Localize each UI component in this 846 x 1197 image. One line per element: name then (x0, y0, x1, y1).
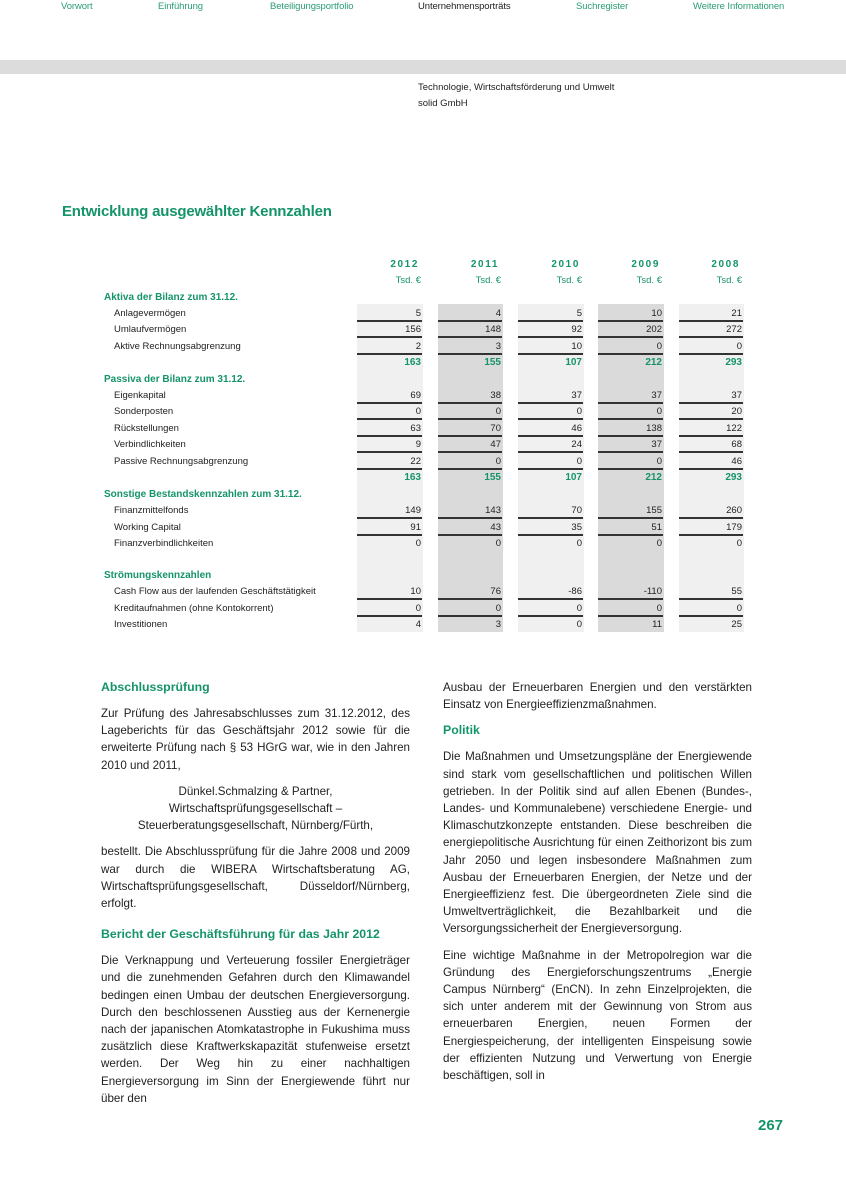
table-cell: 24 (571, 439, 582, 450)
total-cell: 293 (725, 357, 742, 368)
table-cell: 0 (736, 603, 742, 614)
row-divider (679, 468, 743, 470)
row-divider (357, 418, 422, 420)
row-divider (598, 435, 663, 437)
row-divider (357, 402, 422, 404)
total-cell: 163 (404, 472, 421, 483)
paragraph: Eine wichtige Maßnahme in der Metropolregion war die Gründung des Energieforschungszentrums „Energie Campus Nürnberg“ (EnCN). In zehn Einzelprojekten, die sich unter anderem mit der Gewinnung von Strom aus erneuerbaren Energien, neuen Formen der Energiespeicherung, der intelligenten Einspeisung sowie der effizienten Nutzung und Verwertung von Energie beschäftigen, soll in (443, 948, 752, 1083)
breadcrumb (418, 80, 614, 112)
total-cell: 293 (725, 472, 742, 483)
row-label: Verbindlichkeiten (114, 439, 186, 450)
row-divider (518, 468, 583, 470)
row-divider (518, 402, 583, 404)
table-cell: 0 (656, 341, 662, 352)
unit-label: Tsd. € (556, 275, 582, 286)
year-header: 2009 (631, 259, 660, 270)
row-divider (357, 615, 422, 617)
table-cell: 0 (576, 406, 582, 417)
row-divider (518, 353, 583, 355)
table-cell: -86 (568, 586, 582, 597)
table-cell: 10 (410, 586, 421, 597)
paragraph: Ausbau der Erneuerbaren Energien und den verstärkten Einsatz von Energieeffizienzmaßnahmen. (443, 681, 752, 712)
row-divider (598, 517, 663, 519)
table-cell: 0 (576, 619, 582, 630)
table-cell: 122 (726, 423, 742, 434)
paragraph: Die Maßnahmen und Umsetzungspläne der Energiewende sind stark vom gesellschaftlichen und politischen Willen getrieben. In der Politik sind auf allen Ebenen (Bundes-, Landes- und Kommunalebene) verschiedene Energie- und Klimaschutzkonzepte entstanden. Diese beschreiben die energiepolitische Ausrichtung für einen Zeithorizont bis zum Jahr 2050 und legen insbesondere Maßnahmen zum Ausbau der Erneuerbaren Energien, der Netze und der Energieeffizienz fest. Die übergeordneten Ziele sind die Umweltverträglichkeit, die Bezahlbarkeit und die Versorgungssicherheit der Energieversorgung. (443, 750, 752, 936)
table-cell: 9 (415, 439, 421, 450)
row-divider (438, 517, 502, 519)
row-label: Passive Rechnungsabgrenzung (114, 456, 249, 467)
heading-abschlusspruefung: Abschlussprüfung (101, 680, 210, 694)
row-divider (598, 336, 663, 338)
row-divider (518, 598, 583, 600)
heading-politik: Politik (443, 723, 480, 738)
row-divider (679, 534, 743, 536)
row-divider (679, 336, 743, 338)
table-cell: 43 (490, 522, 501, 533)
total-cell: 155 (484, 357, 501, 368)
unit-label: Tsd. € (395, 275, 421, 286)
row-label: Finanzverbindlichkeiten (114, 538, 214, 549)
row-divider (357, 517, 422, 519)
row-divider (438, 336, 502, 338)
table-cell: 143 (485, 505, 501, 516)
table-cell: 149 (405, 505, 421, 516)
table-cell: 46 (731, 456, 742, 467)
table-cell: 0 (656, 456, 662, 467)
table-cell: 4 (415, 619, 421, 630)
section-heading: Passiva der Bilanz zum 31.12. (104, 374, 246, 385)
table-cell: 260 (726, 505, 742, 516)
row-divider (679, 418, 743, 420)
row-divider (518, 418, 583, 420)
total-cell: 212 (645, 472, 662, 483)
row-divider (679, 435, 743, 437)
table-cell: 0 (576, 538, 582, 549)
row-divider (357, 435, 422, 437)
nav-vorwort[interactable]: Vorwort (61, 1, 93, 12)
year-header: 2011 (470, 259, 499, 270)
row-label: Working Capital (114, 522, 181, 533)
row-divider (357, 353, 422, 355)
paragraph: Die Verknappung und Verteuerung fossiler Energieträger und die zunehmenden Gefahren durch den Klimawandel bedingen einen Umbau der deutschen Energieversorgung. Durch den beschlossenen Ausstieg aus der Kernenergie nach der japanischen Atomkatastrophe in Fukushima muss zusätzlich diese Kraftwerkskapazität stufenweise ersetzt werden. Der Weg hin zu einer nachhaltigen Energieversorgung im Sinn der Energiewende führt nur über den (101, 954, 410, 1105)
row-divider (518, 336, 583, 338)
table-cell: 155 (646, 505, 662, 516)
section-heading: Sonstige Bestandskennzahlen zum 31.12. (104, 489, 302, 500)
nav-unternehmensportraets[interactable]: Unternehmensporträts (418, 1, 511, 12)
table-cell: 0 (736, 538, 742, 549)
table-cell: 69 (410, 390, 421, 401)
table-cell: 0 (656, 406, 662, 417)
table-cell: 272 (726, 324, 742, 335)
row-divider (598, 615, 663, 617)
table-cell: 10 (651, 308, 662, 319)
table-cell: 0 (415, 538, 421, 549)
row-divider (357, 598, 422, 600)
table-cell: 20 (731, 406, 742, 417)
table-cell: 3 (495, 341, 501, 352)
breadcrumb-category: Technologie, Wirtschaftsförderung und Umwelt (418, 82, 615, 93)
table-cell: 38 (490, 390, 501, 401)
page-title: Entwicklung ausgewählter Kennzahlen (62, 203, 332, 220)
row-label: Kreditaufnahmen (ohne Kontokorrent) (114, 603, 274, 614)
row-divider (518, 534, 583, 536)
nav-suchregister[interactable]: Suchregister (576, 1, 629, 12)
row-divider (438, 353, 502, 355)
table-cell: 0 (415, 406, 421, 417)
table-cell: 91 (410, 522, 421, 533)
row-divider (598, 402, 663, 404)
section-heading: Strömungskennzahlen (104, 570, 212, 581)
table-cell: 37 (651, 390, 662, 401)
row-divider (598, 418, 663, 420)
table-cell: 11 (652, 619, 662, 630)
row-divider (679, 353, 743, 355)
row-divider (357, 336, 422, 338)
row-label: Anlagevermögen (114, 308, 186, 319)
table-cell: 51 (651, 522, 662, 533)
row-divider (357, 468, 422, 470)
table-cell: 0 (495, 603, 501, 614)
table-cell: 37 (731, 390, 742, 401)
row-divider (679, 615, 743, 617)
row-divider (438, 534, 502, 536)
table-cell: 10 (571, 341, 582, 352)
table-cell: 148 (485, 324, 501, 335)
table-cell: 0 (495, 456, 501, 467)
row-divider (438, 418, 502, 420)
row-divider (438, 435, 502, 437)
row-label: Eigenkapital (114, 390, 166, 401)
row-divider (438, 320, 502, 322)
table-cell: 47 (490, 439, 501, 450)
nav-weitere-informationen[interactable]: Weitere Informationen (693, 1, 785, 12)
row-label: Rückstellungen (114, 423, 179, 434)
section-nav-bar (0, 60, 846, 74)
table-cell: 46 (571, 423, 582, 434)
year-header: 2008 (711, 259, 740, 270)
table-cell: 37 (651, 439, 662, 450)
row-divider (598, 320, 663, 322)
row-divider (438, 468, 502, 470)
row-divider (518, 320, 583, 322)
table-cell: 202 (646, 324, 662, 335)
heading-bericht: Bericht der Geschäftsführung für das Jahr 2012 (101, 927, 380, 942)
row-label: Investitionen (114, 619, 168, 630)
row-label: Aktive Rechnungsabgrenzung (114, 341, 241, 352)
table-cell: 37 (571, 390, 582, 401)
table-cell: 0 (495, 538, 501, 549)
total-cell: 163 (404, 357, 421, 368)
page-number: 267 (758, 1117, 784, 1134)
row-divider (438, 598, 502, 600)
total-cell: 107 (565, 472, 582, 483)
table-cell: 92 (571, 324, 582, 335)
table-cell: -110 (643, 586, 662, 597)
table-cell: 35 (571, 522, 582, 533)
right-text-column (443, 679, 752, 1084)
row-divider (679, 517, 743, 519)
nav-einfuehrung[interactable]: Einführung (158, 1, 203, 12)
row-divider (598, 534, 663, 536)
table-cell: 70 (571, 505, 582, 516)
row-divider (518, 615, 583, 617)
nav-beteiligungsportfolio[interactable]: Beteiligungsportfolio (270, 1, 354, 12)
table-cell: 4 (495, 308, 501, 319)
table-cell: 55 (731, 586, 742, 597)
table-cell: 63 (410, 423, 421, 434)
table-cell: 70 (490, 423, 501, 434)
left-text-column (101, 679, 410, 1107)
row-divider (598, 468, 663, 470)
table-cell: 138 (646, 423, 662, 434)
table-cell: 76 (490, 586, 501, 597)
row-divider (598, 353, 663, 355)
row-divider (357, 534, 422, 536)
row-divider (518, 435, 583, 437)
table-cell: 0 (736, 341, 742, 352)
table-cell: 0 (576, 456, 582, 467)
row-label: Sonderposten (114, 406, 174, 417)
table-cell: 0 (656, 538, 662, 549)
row-divider (438, 451, 502, 453)
breadcrumb-company: solid GmbH (418, 98, 468, 109)
row-divider (357, 320, 422, 322)
row-divider (357, 451, 422, 453)
table-cell: 5 (415, 308, 421, 319)
row-label: Finanzmittelfonds (114, 505, 189, 516)
total-cell: 107 (565, 357, 582, 368)
table-cell: 25 (731, 619, 742, 630)
year-header: 2012 (390, 259, 419, 270)
section-heading: Aktiva der Bilanz zum 31.12. (104, 292, 238, 303)
unit-label: Tsd. € (475, 275, 501, 286)
unit-label: Tsd. € (636, 275, 662, 286)
table-cell: 5 (576, 308, 582, 319)
row-divider (679, 451, 743, 453)
auditor-name: Dünkel.Schmalzing & Partner, Wirtschaftsprüfungsgesellschaft – Steuerberatungsgesellschaft, Nürnberg/Fürth, (137, 784, 374, 833)
row-label: Cash Flow aus der laufenden Geschäftstätigkeit (114, 586, 316, 597)
table-cell: 179 (726, 522, 742, 533)
row-label: Umlaufvermögen (114, 324, 187, 335)
total-cell: 155 (484, 472, 501, 483)
row-divider (679, 598, 743, 600)
row-divider (518, 451, 583, 453)
row-divider (598, 451, 663, 453)
year-header: 2010 (551, 259, 580, 270)
row-divider (518, 517, 583, 519)
table-cell: 3 (495, 619, 501, 630)
row-divider (438, 402, 502, 404)
table-cell: 0 (495, 406, 501, 417)
row-divider (679, 402, 743, 404)
row-divider (679, 320, 743, 322)
total-cell: 212 (645, 357, 662, 368)
paragraph: bestellt. Die Abschlussprüfung für die Jahre 2008 und 2009 war durch die WIBERA Wirtschaftsberatung AG, Wirtschaftsprüfungsgesellschaft, Düsseldorf/Nürnberg, erfolgt. (101, 845, 410, 911)
table-cell: 22 (410, 456, 421, 467)
row-divider (598, 598, 663, 600)
table-cell: 68 (731, 439, 742, 450)
table-cell: 2 (415, 341, 421, 352)
table-cell: 156 (405, 324, 421, 335)
table-cell: 0 (656, 603, 662, 614)
row-divider (438, 615, 502, 617)
unit-label: Tsd. € (716, 275, 742, 286)
table-cell: 0 (576, 603, 582, 614)
table-cell: 21 (731, 308, 742, 319)
table-cell: 0 (415, 603, 421, 614)
paragraph: Zur Prüfung des Jahresabschlusses zum 31.12.2012, des Lageberichts für das Geschäftsjahr 2012 sowie für die erweiterte Prüfung nach § 53 HGrG war, wie in den Jahren 2010 und 2011, (101, 707, 410, 772)
